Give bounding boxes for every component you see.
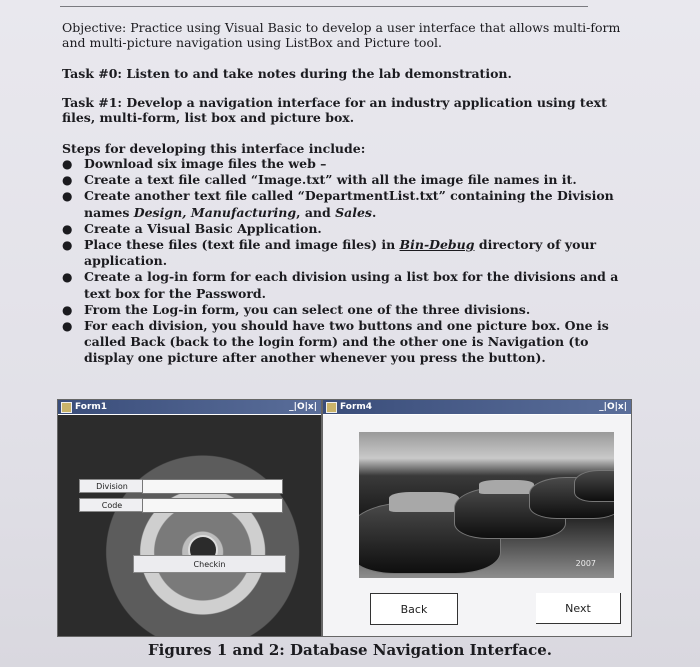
steps-list xyxy=(62,156,642,367)
checkin-button[interactable]: Checkin xyxy=(133,555,286,573)
step-item: ● Create a Visual Basic Application. xyxy=(62,220,322,236)
form4-window xyxy=(322,399,632,637)
division-label: Division xyxy=(79,479,145,493)
form4-titlebar[interactable] xyxy=(323,400,631,414)
form1-background-image xyxy=(58,415,321,636)
app-icon xyxy=(326,402,337,413)
form4-title: Form4 xyxy=(340,402,373,412)
top-rule xyxy=(60,6,588,7)
step-item: ● Create a log-in form for each division using a list box for the divisions and a text box for the Password. xyxy=(62,269,619,301)
step-item: ● Create a text file called “Image.txt” with all the image file names in it. xyxy=(62,172,577,188)
car-shape xyxy=(574,470,614,502)
window-controls-label[interactable]: _|O|x| xyxy=(599,402,627,412)
task1-text: Task #1: Develop a navigation interface for an industry application using text files, multi-form, list box and picture box. xyxy=(62,95,607,125)
step-item: ● From the Log-in form, you can select one of the three divisions. xyxy=(62,301,531,317)
car-window xyxy=(389,492,459,512)
app-icon xyxy=(61,402,72,413)
form1-titlebar[interactable] xyxy=(58,400,321,414)
objective-text: Objective: Practice using Visual Basic to develop a user interface that allows multi-form and multi-picture navigation using ListBox and Picture tool. xyxy=(62,20,621,50)
code-label: Code xyxy=(79,498,145,512)
figure-caption: Figures 1 and 2: Database Navigation Interface. xyxy=(147,641,553,659)
form4-body xyxy=(323,415,631,636)
division-input[interactable] xyxy=(142,479,283,494)
code-input[interactable] xyxy=(142,498,283,513)
form1-title: Form1 xyxy=(75,402,108,412)
document-body xyxy=(62,20,642,367)
window-controls-label[interactable]: _|O|x| xyxy=(289,402,317,412)
year-stamp: 2007 xyxy=(575,559,596,568)
step-item: ● Create another text file called “DepartmentList.txt” containing the Division names Design, Manufacturing, and Sales. xyxy=(62,188,614,220)
steps-heading: Steps for developing this interface include: xyxy=(62,141,366,156)
next-button[interactable]: Next xyxy=(536,593,621,624)
back-button[interactable]: Back xyxy=(370,593,458,625)
bin-debug-link[interactable]: Bin-Debug xyxy=(399,237,475,253)
task0-text: Task #0: Listen to and take notes during the lab demonstration. xyxy=(62,66,512,81)
step-item: ● Place these files (text file and image files) in Bin-Debug directory of your application. xyxy=(62,237,597,269)
step-item: ● Download six image files the web – xyxy=(62,156,327,171)
car-picture-box xyxy=(359,432,614,578)
window-controls[interactable] xyxy=(288,402,318,412)
window-controls[interactable] xyxy=(598,402,628,412)
step-item: ● For each division, you should have two buttons and one picture box. One is called Back (back to the login form) and the other one is Navigation (to display one picture after another whenever you press the button). xyxy=(62,318,609,366)
car-window xyxy=(479,480,534,494)
form1-window xyxy=(57,399,322,637)
